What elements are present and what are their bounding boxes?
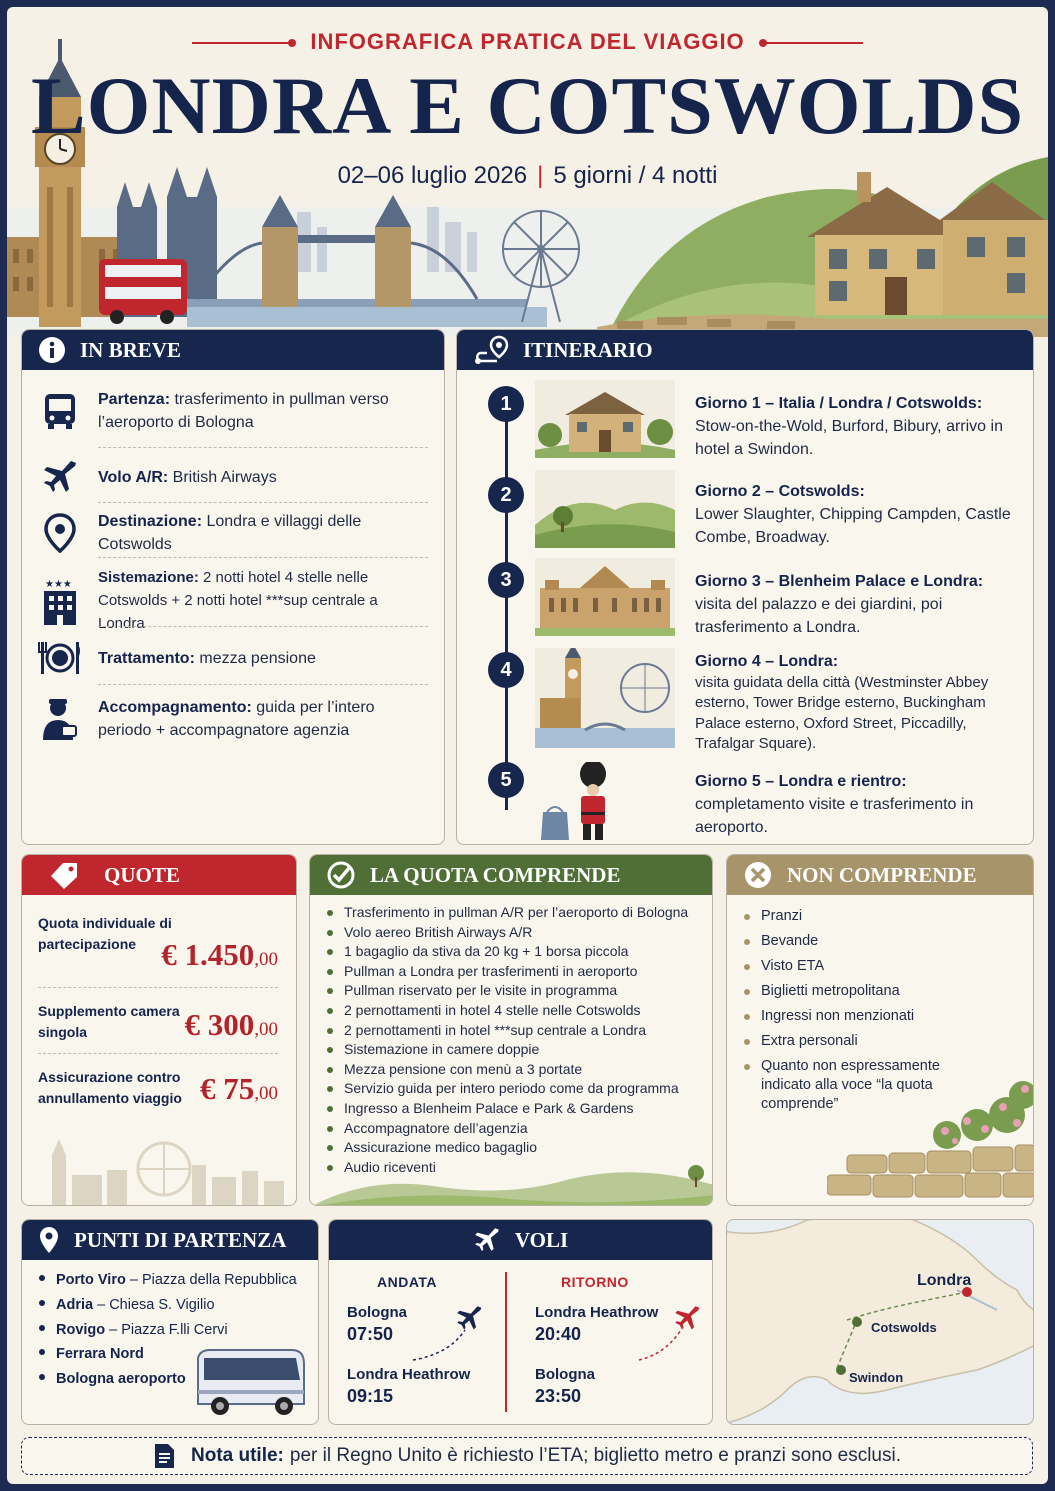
- red-bus-illustration: [99, 259, 187, 324]
- andata-arr-time: 09:15: [347, 1386, 394, 1406]
- list-item: Porto Viro – Piazza della Repubblica: [36, 1268, 316, 1293]
- partenza-title: PUNTI DI PARTENZA: [74, 1227, 287, 1252]
- in-breve-panel: [21, 329, 445, 845]
- andata-dep-time: 07:50: [347, 1324, 394, 1344]
- close-circle-icon: [743, 860, 773, 890]
- list-item: Quanto non espressamente indicato alla voce “la quota comprende”: [741, 1057, 941, 1114]
- list-item: Bevande: [741, 932, 941, 951]
- hills-illustration: [310, 1155, 713, 1206]
- in-breve-title: IN BREVE: [80, 337, 181, 362]
- list-item: Pranzi: [741, 907, 941, 926]
- location-pin-icon: [38, 1226, 60, 1254]
- map-label-swindon: Swindon: [849, 1370, 904, 1385]
- price-tag-icon: [48, 860, 80, 890]
- check-circle-icon: [326, 860, 356, 890]
- location-pin-icon: [38, 513, 82, 553]
- cottage-thumbnail: [535, 380, 675, 458]
- day-step-3: 3: [488, 562, 524, 598]
- trip-duration: 5 giorni / 4 notti: [553, 162, 718, 189]
- andata-to: Londra Heathrow: [347, 1366, 471, 1383]
- comprende-title: LA QUOTA COMPRENDE: [370, 862, 621, 887]
- infographic-page: INFOGRAFICA PRATICA DEL VIAGGIO LONDRA E COTSWOLDS 02–06 luglio 2026 | 5 giorni / 4 notti IN BREVE Partenza: trasferimento in pullman verso l’aeroporto di Bologna Volo A/R: British Airways Destinazione: Londra e villaggi delle Cotswolds ★★★ Sistemazione: 2 notti hotel 4 stelle nelle Cotswolds + 2 notti hotel ***sup centrale a Londra Trattamento: mezza pensione Accompagnamento: guida per l’intero periodo + accompagnatore agenzia ITINERARIO 1 Giorno 1 – Italia / Londra / Cotswolds: Stow-on-the-Wold, Burford, Bibury, arrivo in hotel a Swindon. 2 Giorno 2 – Cotswolds: Lower Slaughter, Chipping Campden, Castle Combe, Broadway. 3 Giorno 3 – Blenheim Palace e Londra: visita del palazzo e dei giardini, poi trasferimento a Londra. 4 Giorno 4 – Londra: visita guidata della città (Westminster Abbey esterno, Tower Bridge esterno, Buckingham Palace esterno, Oxford Street, Piccadilly, Trafalgar Square). 5 Giorno 5 – Londra e rientro: completamento visite e trasferimento in aeroporto. QUOTE Quota individuale di partecipazione € 1.450,00 Supplemento camera singola € 300,00 Assicurazione contro annullamento viaggio € 75,00 LA QUOTA COMPRENDE Trasferimento in pullman A/R per l’aeroporto di Bologna Volo aereo British Airways A/R 1 bagaglio da stiva da 20 kg + 1 borsa piccola Pullman a Londra per trasferimenti in aeroporto Pullman riservato per le visite in programma 2 pernottamenti in hotel 4 stelle nelle Cotswolds 2 pernottamenti in hotel ***sup centrale a Londra Sistemazione in camere doppie Mezza pensione con menù a 3 portate Servizio guida per intero periodo come da programma Ingresso a Blenheim Palace e Park & Gardens Accompagnatore dell’agenzia Assicurazione medico bagaglio Audio riceventi NON COMPRENDE Pranzi Bevande Visto ETA Biglietti metropolitana Ingressi non menzionati Extra personali Quanto non espressamente indicato alla voce “la quota comprende” PUNTI DI PARTENZA Porto Viro – Piazza della Repubblica Adria – Chiesa S. Vigilio Rovigo – Piazza F.lli Cervi Ferrara Nord Bologna aeroporto VOLI ANDATA Bologna 07:50 Londra Heathrow 09:15 RITORNO Londra Heathrow 20:40 Bologna 23:50 Londra Cotswolds Swindon Nota utile: per il Regno Unito è richiesto l’ETA; biglietto metro e pranzi sono esclusi.: [7, 7, 1048, 1484]
- quote-title: QUOTE: [104, 862, 180, 887]
- itinerario-title: ITINERARIO: [523, 337, 653, 362]
- list-item: 2 pernottamenti in hotel ***sup centrale a Londra: [324, 1021, 704, 1041]
- ritorno-from: Londra Heathrow: [535, 1304, 659, 1321]
- list-item: Volo aereo British Airways A/R: [324, 923, 704, 943]
- day-step-4: 4: [488, 652, 524, 688]
- list-item: 1 bagaglio da stiva da 20 kg + 1 borsa piccola: [324, 942, 704, 962]
- london-thumbnail: [535, 648, 675, 748]
- skyline-illustration: [32, 1125, 288, 1205]
- andata-plane-icon: [409, 1304, 489, 1364]
- list-item: Rovigo – Piazza F.lli Cervi: [36, 1318, 316, 1343]
- ritorno-arr-time: 23:50: [535, 1386, 582, 1406]
- itinerary-day: Giorno 4 – Londra: visita guidata della città (Westminster Abbey esterno, Tower Bridge esterno, Buckingham Palace esterno, Oxford Street, Piccadilly, Trafalgar Square).: [695, 653, 989, 752]
- day-step-5: 5: [488, 762, 524, 798]
- plate-cutlery-icon: [38, 638, 82, 678]
- stone-wall-flowers-illustration: [827, 1055, 1034, 1206]
- non-comprende-title: NON COMPRENDE: [787, 862, 977, 887]
- itinerario-panel: [456, 329, 1034, 845]
- itinerary-day: Giorno 1 – Italia / Londra / Cotswolds: Stow-on-the-Wold, Burford, Bibury, arrivo in hotel a Swindon.: [695, 395, 1003, 458]
- quote-item: Supplemento camera singola € 300,00: [38, 1003, 278, 1042]
- timeline-line: [505, 390, 508, 810]
- list-item: Bologna aeroporto: [36, 1367, 316, 1392]
- voli-title: VOLI: [514, 1227, 569, 1252]
- in-breve-item: Trattamento: mezza pensione: [38, 638, 428, 678]
- list-item: Visto ETA: [741, 957, 941, 976]
- swindon-marker: [836, 1365, 846, 1375]
- ritorno-to: Bologna: [535, 1366, 595, 1383]
- document-icon: [153, 1443, 175, 1469]
- quote-price: € 1.450,00: [161, 937, 278, 972]
- day-step-2: 2: [488, 477, 524, 513]
- list-item: Extra personali: [741, 1032, 941, 1051]
- quote-price: € 300,00: [184, 1007, 278, 1042]
- cotswolds-marker: [852, 1317, 862, 1327]
- list-item: Assicurazione medico bagaglio: [324, 1138, 704, 1158]
- list-item: Pullman riservato per le visite in programma: [324, 981, 704, 1001]
- list-item: Sistemazione in camere doppie: [324, 1040, 704, 1060]
- hills-thumbnail: [535, 470, 675, 548]
- list-item: Servizio guida per intero periodo come da programma: [324, 1079, 704, 1099]
- andata-from: Bologna: [347, 1304, 407, 1321]
- bus-icon: [38, 391, 82, 431]
- quote-price: € 75,00: [200, 1071, 278, 1106]
- hotel-icon: [38, 577, 82, 625]
- coach-bus-illustration: [192, 1346, 308, 1418]
- list-item: Audio riceventi: [324, 1158, 704, 1178]
- royal-guard-thumbnail: [535, 762, 635, 842]
- list-item: Ingresso a Blenheim Palace e Park & Gardens: [324, 1099, 704, 1119]
- quote-panel: [21, 854, 297, 1206]
- comprende-list: [324, 903, 704, 1177]
- quote-item: Assicurazione contro annullamento viaggio € 75,00: [38, 1069, 278, 1106]
- info-icon: [38, 336, 66, 364]
- map-panel: [726, 1219, 1034, 1425]
- ritorno-plane-icon: [635, 1304, 707, 1364]
- list-item: Accompagnatore dell’agenzia: [324, 1119, 704, 1139]
- itinerary-day: Giorno 2 – Cotswolds: Lower Slaughter, Chipping Campden, Castle Combe, Broadway.: [695, 483, 1011, 546]
- list-item: Ferrara Nord: [36, 1342, 316, 1367]
- note-bar: [21, 1437, 1033, 1475]
- in-breve-item: Accompagnamento: guida per l’intero periodo + accompagnatore agenzia: [38, 696, 428, 742]
- airplane-icon: [473, 1226, 501, 1254]
- itinerary-day: Giorno 5 – Londra e rientro: completamento visite e trasferimento in aeroporto.: [695, 773, 974, 836]
- day-step-1: 1: [488, 386, 524, 422]
- partenza-panel: [21, 1219, 319, 1425]
- voli-panel: [328, 1219, 713, 1425]
- map-label-cotswolds: Cotswolds: [871, 1320, 937, 1335]
- list-item: 2 pernottamenti in hotel 4 stelle nelle Cotswolds: [324, 1001, 704, 1021]
- non-comprende-panel: [726, 854, 1034, 1206]
- svg-text:★★★: ★★★: [45, 578, 72, 590]
- header-kicker: INFOGRAFICA PRATICA DEL VIAGGIO: [310, 29, 745, 54]
- in-breve-item: Partenza: trasferimento in pullman verso l’aeroporto di Bologna: [38, 388, 428, 434]
- note-text: per il Regno Unito è richiesto l’ETA; biglietto metro e pranzi sono esclusi.: [289, 1445, 901, 1466]
- ritorno-label: RITORNO: [561, 1274, 629, 1290]
- note-label: Nota utile:: [191, 1445, 284, 1466]
- in-breve-item: ★★★ Sistemazione: 2 notti hotel 4 stelle nelle Cotswolds + 2 notti hotel ***sup centrale a Londra: [38, 566, 428, 635]
- route-pin-icon: [473, 335, 509, 365]
- page-title: LONDRA E COTSWOLDS: [30, 60, 1025, 151]
- list-item: Trasferimento in pullman A/R per l’aeroporto di Bologna: [324, 903, 704, 923]
- ritorno-dep-time: 20:40: [535, 1324, 582, 1344]
- airplane-icon: [38, 458, 82, 496]
- list-item: Mezza pensione con menù a 3 portate: [324, 1060, 704, 1080]
- list-item: Adria – Chiesa S. Vigilio: [36, 1293, 316, 1318]
- comprende-panel: [309, 854, 713, 1206]
- andata-label: ANDATA: [377, 1274, 438, 1290]
- itinerary-day: Giorno 3 – Blenheim Palace e Londra: visita del palazzo e dei giardini, poi trasferimento a Londra.: [695, 573, 984, 636]
- in-breve-item: Destinazione: Londra e villaggi delle Cotswolds: [38, 510, 428, 556]
- map-label-londra: Londra: [917, 1272, 972, 1289]
- trip-dates: 02–06 luglio 2026: [337, 162, 528, 189]
- blenheim-palace-thumbnail: [535, 558, 675, 636]
- list-item: Pullman a Londra per trasferimenti in aeroporto: [324, 962, 704, 982]
- in-breve-item: Volo A/R: British Airways: [38, 458, 428, 496]
- quote-item: Quota individuale di partecipazione € 1.450,00: [38, 915, 278, 972]
- guide-person-icon: [38, 696, 82, 742]
- list-item: Ingressi non menzionati: [741, 1007, 941, 1026]
- list-item: Biglietti metropolitana: [741, 982, 941, 1001]
